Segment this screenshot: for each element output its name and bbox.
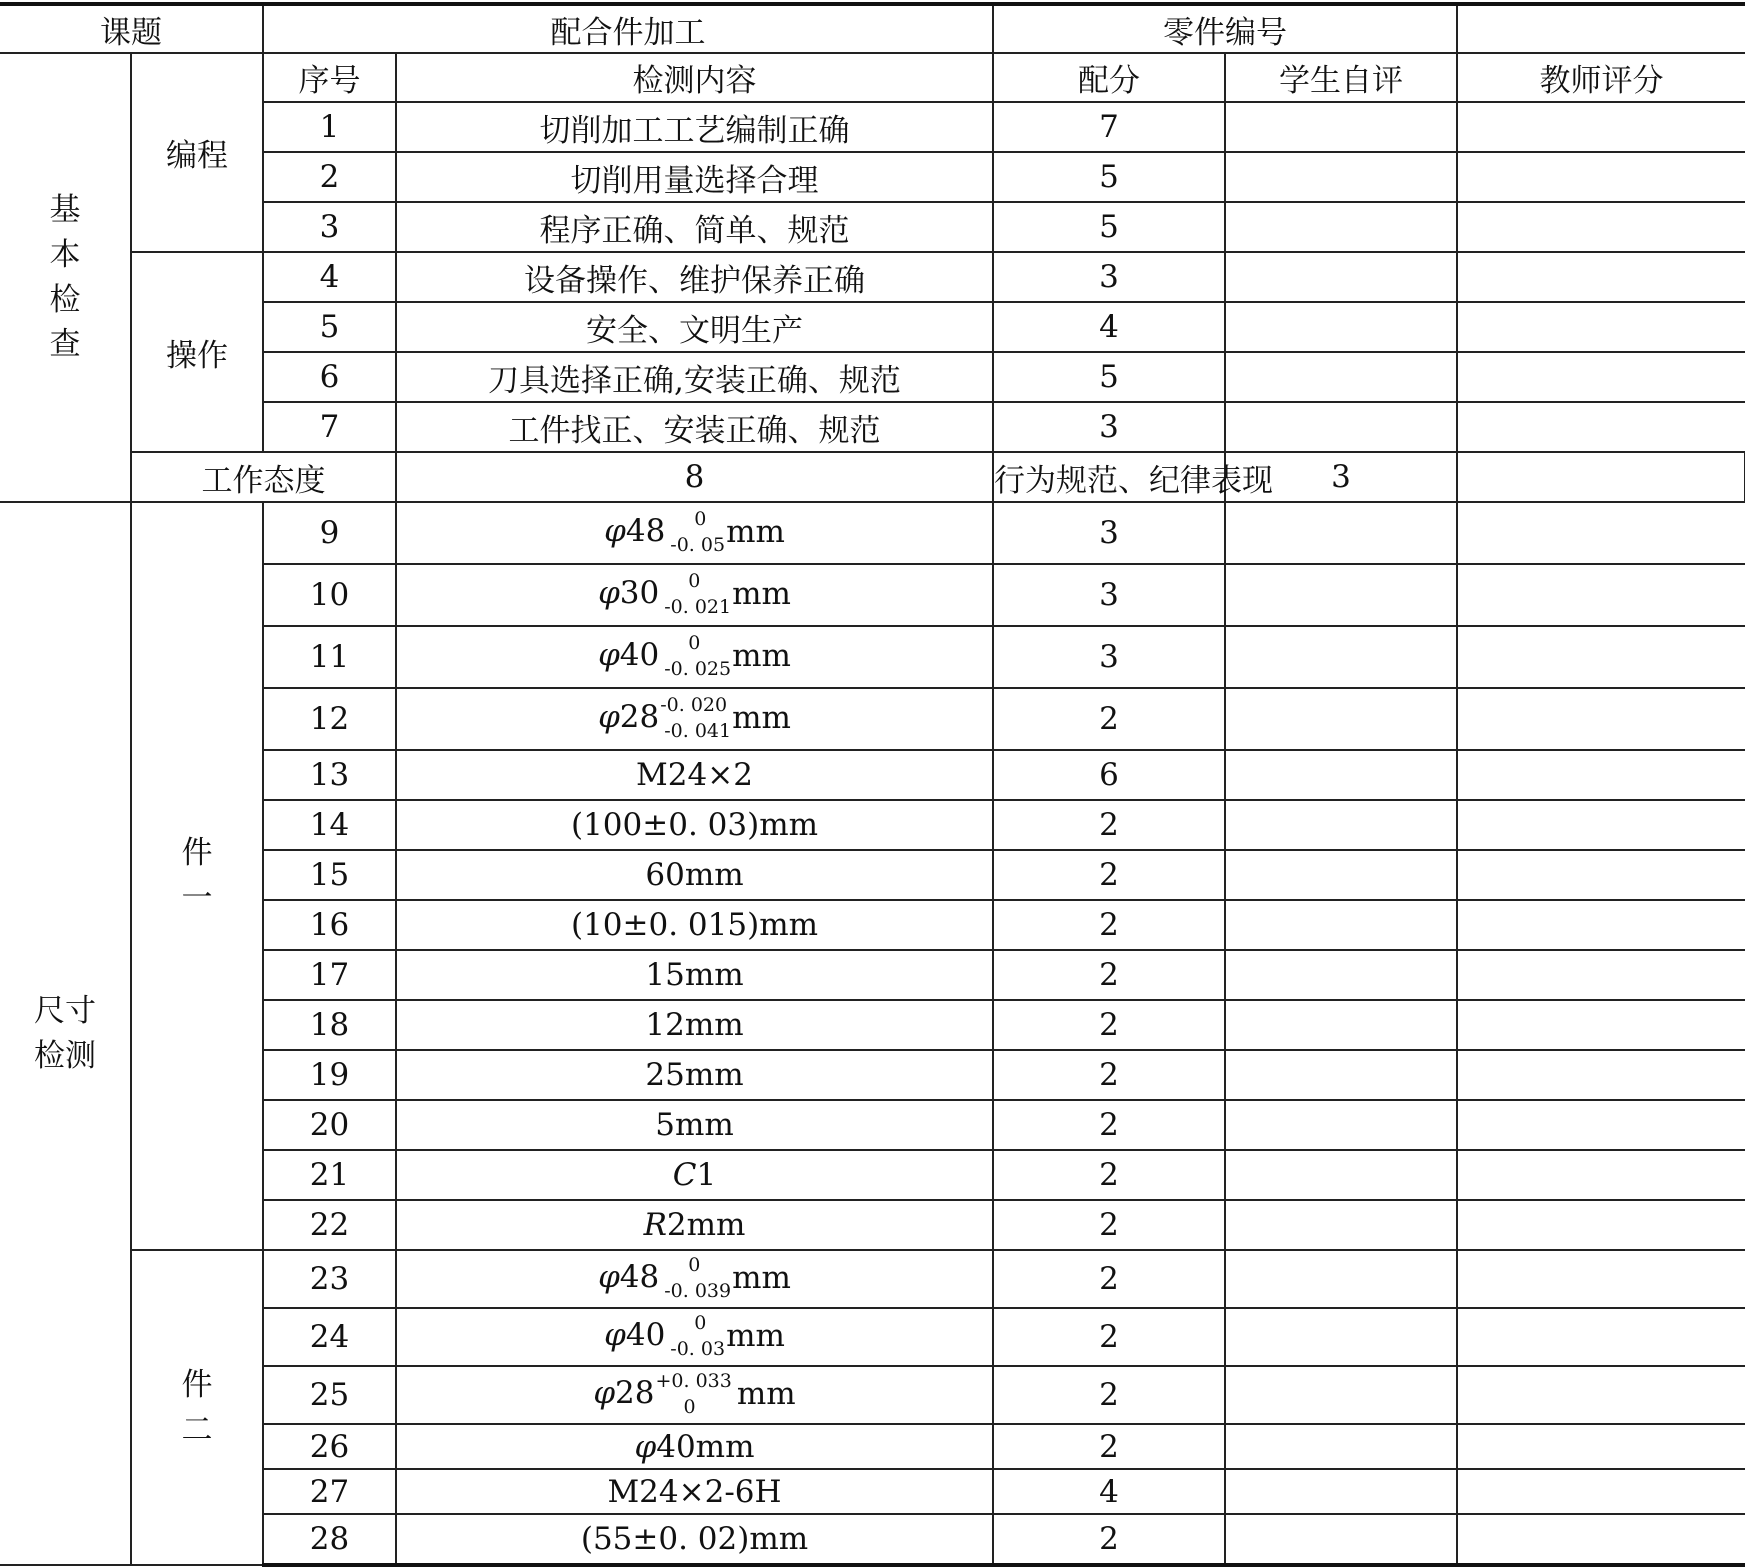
group-operation: 操作	[131, 252, 263, 452]
row-seq: 3	[263, 202, 396, 252]
teacher-score-cell[interactable]	[1457, 1100, 1745, 1150]
row-content: 设备操作、维护保养正确	[396, 252, 993, 302]
teacher-score-cell[interactable]	[1457, 1150, 1745, 1200]
self-eval-cell[interactable]	[1225, 850, 1457, 900]
diameter-symbol: φ	[593, 1375, 616, 1412]
row-score: 5	[993, 202, 1225, 252]
row-seq: 25	[263, 1366, 396, 1424]
column-header-row	[0, 53, 1745, 102]
tolerance	[660, 631, 732, 682]
diameter-symbol: φ	[604, 1317, 626, 1354]
unit: mm	[726, 1317, 785, 1354]
self-eval-cell[interactable]	[1225, 102, 1457, 152]
teacher-score-cell[interactable]	[1457, 402, 1745, 452]
teacher-score-cell[interactable]	[1457, 1469, 1745, 1514]
table-row	[0, 452, 1745, 502]
row-score: 2	[993, 1150, 1225, 1200]
row-content: 切削加工工艺编制正确	[396, 102, 993, 152]
nominal-size: 48	[619, 1259, 660, 1296]
group-work-attitude: 工作态度	[131, 452, 396, 502]
diameter-symbol: φ	[604, 513, 626, 550]
group-part-two	[131, 1250, 263, 1565]
teacher-score-cell[interactable]	[1457, 302, 1745, 352]
row-content	[396, 1250, 993, 1308]
row-content: 刀具选择正确,安装正确、规范	[396, 352, 993, 402]
self-eval-cell[interactable]	[1225, 626, 1457, 688]
group-dimension-label: 尺寸检测	[34, 992, 96, 1074]
self-eval-cell[interactable]	[1225, 1150, 1457, 1200]
table-row	[0, 1250, 1745, 1308]
self-eval-cell[interactable]	[1225, 252, 1457, 302]
self-eval-cell[interactable]	[1225, 1308, 1457, 1366]
teacher-score-cell[interactable]	[1457, 1366, 1745, 1424]
row-seq: 13	[263, 750, 396, 800]
row-content: M24×2	[396, 750, 993, 800]
teacher-score-cell[interactable]	[1457, 750, 1745, 800]
nominal-size: 28	[619, 699, 660, 736]
row-content	[396, 688, 993, 750]
unit: mm	[732, 637, 791, 674]
self-eval-cell[interactable]	[1225, 152, 1457, 202]
row-score: 3	[993, 402, 1225, 452]
teacher-score-cell[interactable]	[1457, 202, 1745, 252]
col-self-eval: 学生自评	[1225, 53, 1457, 102]
row-seq: 11	[263, 626, 396, 688]
lower-deviation: 0	[683, 1396, 696, 1418]
row-seq: 4	[263, 252, 396, 302]
row-seq: 23	[263, 1250, 396, 1308]
row-score: 2	[993, 1308, 1225, 1366]
group-basic-check: 基本检查	[0, 53, 131, 502]
col-seq: 序号	[263, 53, 396, 102]
self-eval-cell[interactable]	[1457, 452, 1745, 502]
row-content: 12mm	[396, 1000, 993, 1050]
lower-deviation: -0. 03	[670, 1338, 726, 1360]
row-seq: 5	[263, 302, 396, 352]
row-score: 2	[993, 900, 1225, 950]
lower-deviation: -0. 039	[664, 1280, 732, 1302]
nominal-size: 28	[615, 1375, 655, 1412]
row-content	[396, 564, 993, 626]
group-part-two-label: 件二	[181, 1366, 213, 1448]
teacher-score-cell[interactable]	[1457, 950, 1745, 1000]
teacher-score-cell[interactable]	[1457, 352, 1745, 402]
self-eval-cell[interactable]	[1225, 352, 1457, 402]
self-eval-cell[interactable]	[1225, 1250, 1457, 1308]
row-seq: 2	[263, 152, 396, 202]
row-content: 工件找正、安装正确、规范	[396, 402, 993, 452]
unit: mm	[732, 1259, 791, 1296]
row-score: 2	[993, 800, 1225, 850]
part-number-label: 零件编号	[993, 4, 1457, 53]
self-eval-cell[interactable]	[1225, 402, 1457, 452]
self-eval-cell[interactable]	[1225, 1050, 1457, 1100]
row-content: (55±0. 02)mm	[396, 1514, 993, 1565]
row-content: 5mm	[396, 1100, 993, 1150]
row-content	[396, 626, 993, 688]
row-content: 程序正确、简单、规范	[396, 202, 993, 252]
lower-deviation: -0. 041	[664, 720, 732, 742]
teacher-score-cell[interactable]	[1457, 1200, 1745, 1250]
row-content: 行为规范、纪律表现	[993, 452, 1225, 502]
row-content: M24×2-6H	[396, 1469, 993, 1514]
teacher-score-cell[interactable]	[1457, 152, 1745, 202]
row-score: 4	[993, 1469, 1225, 1514]
row-score: 3	[993, 564, 1225, 626]
teacher-score-cell[interactable]	[1457, 1000, 1745, 1050]
row-seq: 18	[263, 1000, 396, 1050]
upper-deviation: 0	[688, 1254, 701, 1277]
row-seq: 6	[263, 352, 396, 402]
row-content: 15mm	[396, 950, 993, 1000]
self-eval-cell[interactable]	[1225, 1000, 1457, 1050]
upper-deviation: 0	[688, 632, 701, 655]
subject-label: 课题	[0, 4, 263, 53]
row-score: 4	[993, 302, 1225, 352]
row-seq: 16	[263, 900, 396, 950]
nominal-size: 30	[619, 575, 660, 612]
tolerance	[656, 1369, 732, 1420]
row-seq: 8	[396, 452, 993, 502]
upper-deviation: -0. 020	[660, 694, 728, 717]
row-content	[396, 1150, 993, 1200]
self-eval-cell[interactable]	[1225, 564, 1457, 626]
self-eval-cell[interactable]	[1225, 502, 1457, 564]
diameter-symbol: φ	[598, 575, 620, 612]
unit: mm	[726, 513, 785, 550]
row-score: 2	[993, 950, 1225, 1000]
scoring-sheet	[0, 2, 1745, 1567]
diameter-symbol: φ	[598, 699, 620, 736]
row-score: 2	[993, 1200, 1225, 1250]
self-eval-cell[interactable]	[1225, 1469, 1457, 1514]
row-seq: 21	[263, 1150, 396, 1200]
lower-deviation: -0. 021	[664, 596, 732, 618]
teacher-score-cell[interactable]	[1457, 502, 1745, 564]
row-seq: 19	[263, 1050, 396, 1100]
dimension-value: 1	[696, 1157, 717, 1193]
row-content: (10±0. 015)mm	[396, 900, 993, 950]
teacher-score-cell[interactable]	[1457, 1250, 1745, 1308]
self-eval-cell[interactable]	[1225, 800, 1457, 850]
row-score: 2	[993, 688, 1225, 750]
col-score: 配分	[993, 53, 1225, 102]
row-score: 2	[993, 1000, 1225, 1050]
self-eval-cell[interactable]	[1225, 688, 1457, 750]
row-content: (100±0. 03)mm	[396, 800, 993, 850]
self-eval-cell[interactable]	[1225, 950, 1457, 1000]
self-eval-cell[interactable]	[1225, 1100, 1457, 1150]
row-score: 2	[993, 850, 1225, 900]
upper-deviation: 0	[694, 1312, 707, 1335]
unit: mm	[732, 575, 791, 612]
self-eval-cell[interactable]	[1225, 1424, 1457, 1469]
row-seq: 22	[263, 1200, 396, 1250]
part-number-field[interactable]	[1457, 4, 1745, 53]
row-score: 2	[993, 1514, 1225, 1565]
tolerance	[660, 693, 732, 744]
self-eval-cell[interactable]	[1225, 1200, 1457, 1250]
dimension-value: 2mm	[666, 1207, 746, 1243]
row-content	[396, 502, 993, 564]
row-score: 2	[993, 1050, 1225, 1100]
table-row	[0, 502, 1745, 564]
teacher-score-cell[interactable]	[1457, 1050, 1745, 1100]
row-score: 3	[993, 502, 1225, 564]
nominal-size: 40	[619, 637, 660, 674]
teacher-score-cell[interactable]	[1457, 564, 1745, 626]
row-seq: 14	[263, 800, 396, 850]
row-seq: 7	[263, 402, 396, 452]
teacher-score-cell[interactable]	[1457, 850, 1745, 900]
group-part-one-label: 件一	[181, 835, 213, 916]
self-eval-cell[interactable]	[1225, 1514, 1457, 1565]
col-content: 检测内容	[396, 53, 993, 102]
row-seq: 26	[263, 1424, 396, 1469]
row-seq: 24	[263, 1308, 396, 1366]
row-seq: 17	[263, 950, 396, 1000]
row-score: 5	[993, 352, 1225, 402]
row-content: 60mm	[396, 850, 993, 900]
row-content: 安全、文明生产	[396, 302, 993, 352]
row-content	[396, 1308, 993, 1366]
upper-deviation: 0	[694, 508, 707, 531]
row-seq: 12	[263, 688, 396, 750]
teacher-score-cell[interactable]	[1457, 1308, 1745, 1366]
header-row	[0, 4, 1745, 53]
row-score: 2	[993, 1366, 1225, 1424]
row-score: 7	[993, 102, 1225, 152]
score-table	[0, 2, 1745, 1567]
nominal-size: 48	[625, 513, 666, 550]
row-content	[396, 1366, 993, 1424]
row-content: 切削用量选择合理	[396, 152, 993, 202]
teacher-score-cell[interactable]	[1457, 252, 1745, 302]
tolerance	[666, 1311, 726, 1362]
row-seq: 28	[263, 1514, 396, 1565]
diameter-symbol: φ	[598, 1259, 620, 1296]
tolerance	[666, 507, 726, 558]
self-eval-cell[interactable]	[1225, 750, 1457, 800]
teacher-score-cell[interactable]	[1457, 102, 1745, 152]
teacher-score-cell[interactable]	[1457, 1424, 1745, 1469]
dimension-letter: C	[672, 1157, 697, 1193]
row-score: 3	[993, 252, 1225, 302]
row-seq: 10	[263, 564, 396, 626]
row-seq: 1	[263, 102, 396, 152]
row-seq: 27	[263, 1469, 396, 1514]
teacher-score-cell[interactable]	[1457, 900, 1745, 950]
row-score: 3	[993, 626, 1225, 688]
self-eval-cell[interactable]	[1225, 1366, 1457, 1424]
tolerance	[660, 569, 732, 620]
table-row	[0, 252, 1745, 302]
teacher-score-cell[interactable]	[1457, 1514, 1745, 1565]
row-score: 2	[993, 1250, 1225, 1308]
teacher-score-cell[interactable]	[1457, 800, 1745, 850]
row-seq: 15	[263, 850, 396, 900]
diameter-symbol: φ	[634, 1428, 657, 1465]
upper-deviation: 0	[688, 570, 701, 593]
row-score: 2	[993, 1424, 1225, 1469]
row-content	[396, 1200, 993, 1250]
row-score: 6	[993, 750, 1225, 800]
row-score: 2	[993, 1100, 1225, 1150]
self-eval-cell[interactable]	[1225, 900, 1457, 950]
row-score: 3	[1225, 452, 1457, 502]
unit: mm	[732, 699, 791, 736]
unit: mm	[736, 1375, 796, 1412]
dimension-value: 40mm	[656, 1428, 755, 1465]
subject-value: 配合件加工	[263, 4, 993, 53]
dimension-letter: R	[643, 1207, 667, 1243]
group-programming: 编程	[131, 53, 263, 252]
self-eval-cell[interactable]	[1225, 302, 1457, 352]
group-part-one	[131, 502, 263, 1250]
col-teacher-score: 教师评分	[1457, 53, 1745, 102]
self-eval-cell[interactable]	[1225, 202, 1457, 252]
row-content: 25mm	[396, 1050, 993, 1100]
group-dimension-check	[0, 502, 131, 1565]
diameter-symbol: φ	[598, 637, 620, 674]
tolerance	[660, 1253, 732, 1304]
row-score: 5	[993, 152, 1225, 202]
teacher-score-cell[interactable]	[1457, 626, 1745, 688]
teacher-score-cell[interactable]	[1457, 688, 1745, 750]
nominal-size: 40	[625, 1317, 666, 1354]
row-seq: 20	[263, 1100, 396, 1150]
row-seq: 9	[263, 502, 396, 564]
lower-deviation: -0. 025	[664, 658, 732, 680]
lower-deviation: -0. 05	[670, 534, 726, 556]
upper-deviation: +0. 033	[655, 1370, 732, 1393]
row-content	[396, 1424, 993, 1469]
